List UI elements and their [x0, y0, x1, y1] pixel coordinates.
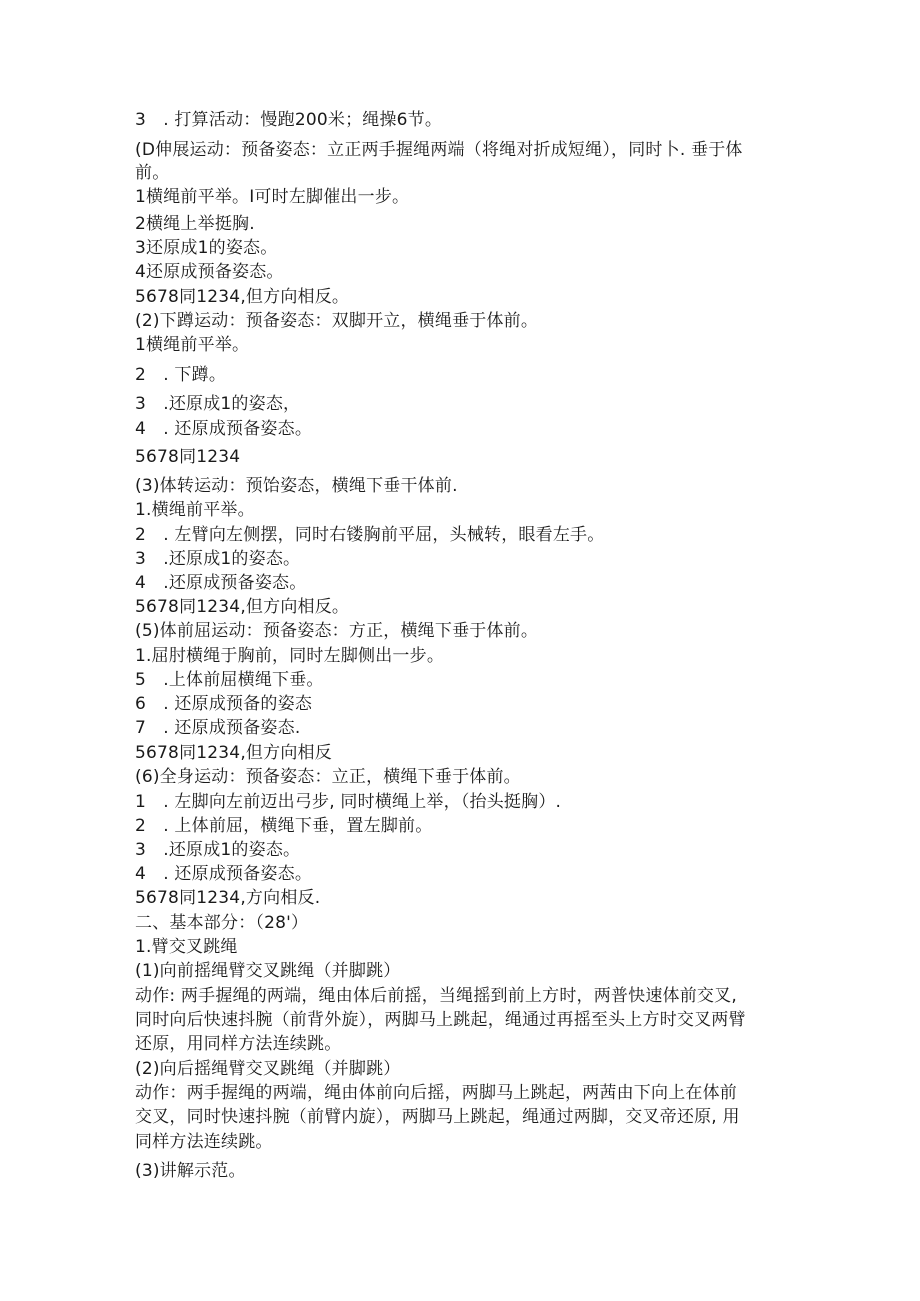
text-line: 7 . 还原成预备姿态.: [135, 718, 301, 738]
text-line: (D伸展运动：预备姿态：立正两手握绳两端（将绳对折成短绳），同时卜. 垂于体: [135, 140, 743, 160]
text-line: 2 . 上体前屈，横绳下垂，置左脚前。: [135, 816, 433, 836]
text-line: 1横绳前平举。I可时左脚催出一步。: [135, 187, 410, 207]
text-line: 3 .还原成1的姿态，: [135, 394, 301, 414]
text-line: 2横绳上举挺胸.: [135, 214, 255, 234]
text-line: 2 . 下蹲。: [135, 365, 227, 385]
text-line: (2)向后摇绳臂交叉跳绳（并脚跳）: [135, 1059, 401, 1079]
text-line: 3 .还原成1的姿态。: [135, 549, 301, 569]
section-heading: 二、基本部分：（28'）: [135, 913, 309, 933]
text-line: 4 .还原成预备姿态。: [135, 573, 307, 593]
text-line: (2)下蹲运动：预备姿态：双脚开立，横绳垂于体前。: [135, 311, 539, 331]
text-line: 动作：两手握绳的两端，绳由体前向后摇，两脚马上跳起，两茜由下向上在体前: [135, 1083, 737, 1103]
text-line: 4 . 还原成预备姿态。: [135, 864, 313, 884]
text-line: 6 . 还原成预备的姿态: [135, 694, 313, 714]
text-line: 还原，用同样方法连续跳。: [135, 1034, 342, 1054]
text-line: 5678同1234,但方向相反: [135, 743, 332, 763]
text-line: 1.屈肘横绳于胸前，同时左脚侧出一步。: [135, 646, 445, 666]
text-line: 5678同1234,但方向相反。: [135, 597, 350, 617]
text-line: 1横绳前平举。: [135, 335, 250, 355]
text-line: 5678同1234,但方向相反。: [135, 287, 350, 307]
text-line: 1 . 左脚向左前迈出弓步, 同时横绳上举，（抬头挺胸）.: [135, 792, 562, 812]
text-line: (3)讲解示范。: [135, 1161, 246, 1181]
text-line: 3 .还原成1的姿态。: [135, 840, 301, 860]
subsection-heading: 1.臂交叉跳绳: [135, 937, 238, 957]
text-line: 4还原成预备姿态。: [135, 262, 284, 282]
text-line: 同时向后快速抖腕（前背外旋），两脚马上跳起，绳通过再摇至头上方时交叉两臂: [135, 1010, 746, 1030]
text-line: 同样方法连续跳。: [135, 1132, 273, 1152]
text-line: 2 . 左臂向左侧摆，同时右镂胸前平屈，头械转，眼看左手。: [135, 525, 605, 545]
text-line: 动作: 两手握绳的两端，绳由体后前摇，当绳摇到前上方时，两普快速体前交叉,: [135, 986, 737, 1006]
text-line: 交叉，同时快速抖腕（前臂内旋），两脚马上跳起，绳通过两脚，交叉帝还原, 用: [135, 1107, 740, 1127]
text-line: (5)体前屈运动：预备姿态：方正，横绳下垂于体前。: [135, 621, 539, 641]
text-line: 5678同1234,方向相反.: [135, 888, 321, 908]
text-line: 前。: [135, 163, 170, 183]
text-line: (1)向前摇绳臂交叉跳绳（并脚跳）: [135, 961, 401, 981]
text-line: 5678同1234: [135, 447, 241, 467]
text-line: (6)全身运动：预备姿态：立正，横绳下垂于体前。: [135, 767, 521, 787]
text-line: 4 . 还原成预备姿态。: [135, 419, 313, 439]
text-line: 3还原成1的姿态。: [135, 238, 278, 258]
text-line: 1.横绳前平举。: [135, 500, 255, 520]
text-line: 3 . 打算活动：慢跑200米；绳操6节。: [135, 110, 443, 130]
text-line: (3)体转运动：预饴姿态，横绳下垂干体前.: [135, 476, 458, 496]
text-line: 5 .上体前屈横绳下垂。: [135, 670, 324, 690]
